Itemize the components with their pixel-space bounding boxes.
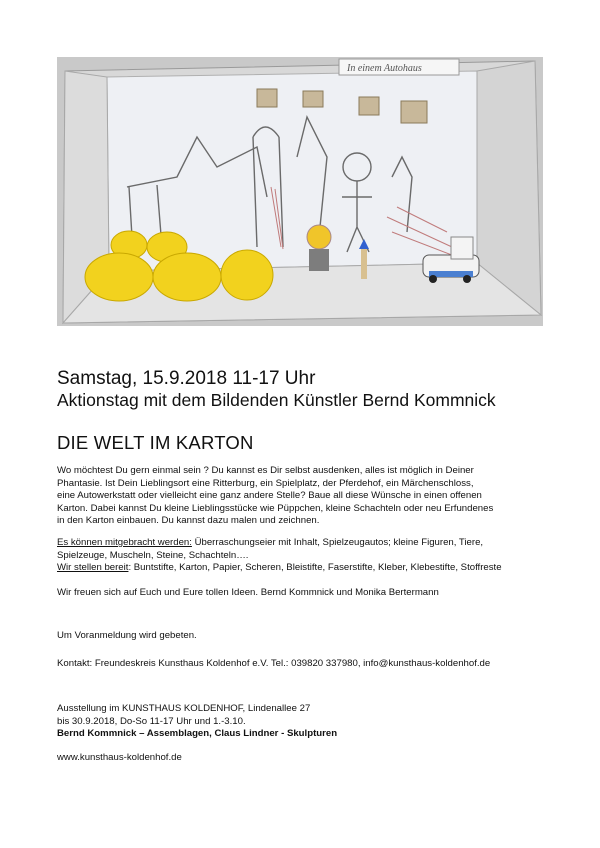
exhibition-info <box>57 703 537 741</box>
materials-paragraph <box>57 537 537 575</box>
event-date: Samstag, 15.9.2018 11-17 Uhr <box>57 368 316 389</box>
intro-line: Wo möchtest Du gern einmal sein ? Du kannst es Dir selbst ausdenken, alles ist möglich in Deiner <box>57 465 474 476</box>
intro-line: in den Karton einbauen. Du kannst dazu malen und zeichnen. <box>57 515 320 527</box>
website-link[interactable]: www.kunsthaus-koldenhof.de <box>57 752 182 763</box>
intro-line: eine Autowerkstatt oder vielleicht eine ganz andere Stelle? Baue all diese Wünsche in einen offenen <box>57 490 482 502</box>
bring-label: Es können mitgebracht werden: <box>57 537 192 548</box>
exhibition-line: Ausstellung im KUNSTHAUS KOLDENHOF, Lindenallee 27 <box>57 703 311 714</box>
exhibition-artists: Bernd Kommnick – Assemblagen, Claus Lindner - Skulpturen <box>57 728 338 740</box>
event-title: DIE WELT IM KARTON <box>57 432 254 453</box>
photo-note: In einem Autohaus <box>347 63 422 74</box>
contact-text: Kontakt: Freundeskreis Kunsthaus Koldenhof e.V. Tel.: 039820 337980, info@kunsthaus-koldenhof.de <box>57 658 491 669</box>
registration-text: Um Voranmeldung wird gebeten. <box>57 630 197 641</box>
intro-line: Karton. Dabei kannst Du kleine Lieblingsstücke wie Püppchen, kleine Schachteln oder neu Erfundenes <box>57 502 494 514</box>
exhibition-line: bis 30.9.2018, Do-So 11-17 Uhr und 1.-3.10. <box>57 715 246 727</box>
provide-text: : Buntstifte, Karton, Papier, Scheren, Bleistifte, Faserstifte, Kleber, Klebestifte, Stoffreste <box>128 562 502 574</box>
diorama-photo <box>57 57 543 326</box>
intro-line: Phantasie. Ist Dein Lieblingsort eine Ritterburg, ein Spielplatz, der Pferdehof, ein Märchenschloss, <box>57 477 474 489</box>
bring-text: Überraschungseier mit Inhalt, Spielzeugautos; kleine Figuren, Tiere, <box>191 537 484 548</box>
event-subtitle: Aktionstag mit dem Bildenden Künstler Bernd Kommnick <box>57 390 496 410</box>
closing-text: Wir freuen sich auf Euch und Eure tollen Ideen. Bernd Kommnick und Monika Bertermann <box>57 587 439 598</box>
intro-paragraph <box>57 465 537 528</box>
bring-text-continued: Spielzeuge, Muscheln, Steine, Schachteln…. <box>57 549 249 561</box>
provide-label: Wir stellen bereit <box>57 562 129 574</box>
